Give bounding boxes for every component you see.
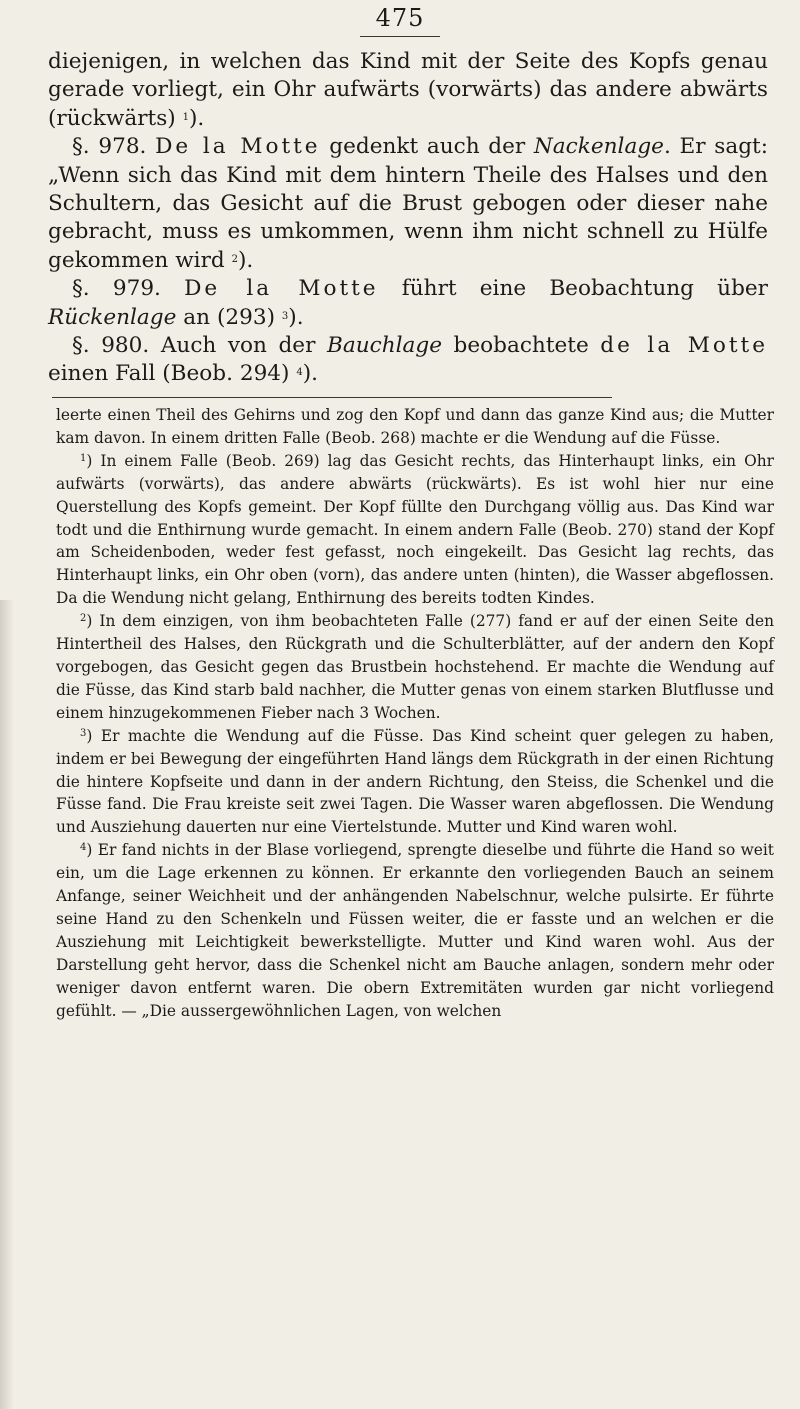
footnote-ref: 3 [281, 310, 289, 322]
footnote-ref: 4 [296, 367, 303, 379]
page-number-underline [360, 36, 440, 37]
author-name: De la Motte [184, 276, 379, 302]
author-name: De la Motte [155, 134, 321, 160]
section-980: §. 980. Auch von der Bauchlage beobachtete de la Motte einen Fall (Beob. 294) $^4$). [48, 333, 768, 387]
footnote-text: Er fand nichts in der Blase vorliegend, sprengte dieselbe und führte die Hand so weit ein, um die Lage erkennen zu können. Er erkannte den vorliegenden Bauch an seinem Anfange, seiner Weichheit und der anhängenden Nabelschnur, welche pulsirte. Er führte seine Hand zu den Schenkeln und Füssen weiter, die er fasste und an welchen er die Ausziehung mit Leichtigkeit bewerkstelligte. Mutter und Kind waren wohl. Aus der Darstellung geht hervor, dass die Schenkel nicht am Bauche anlagen, sondern mehr oder weniger davon entfernt waren. Die obern Extremitäten wurden gar nicht vorliegend gefühlt. — „Die aussergewöhnlichen Lagen, von welchen [56, 841, 774, 1020]
term-italic: Rückenlage [48, 304, 177, 330]
paragraph-text: einen Fall (Beob. 294) [48, 361, 290, 387]
paragraph-continuation: diejenigen, in welchen das Kind mit der Seite des Kopfs genau gerade vorliegt, ein Ohr aufwärts (vorwärts) das andere abwärts (rückwärts) $^1$). [48, 49, 768, 131]
footnote-4: $^4$) Er fand nichts in der Blase vorliegend, sprengte dieselbe und führte die Hand so weit ein, um die Lage erkennen zu können. Er erkannte den vorliegenden Bauch an seinem Anfange, seiner Weichheit und der anhängenden Nabelschnur, welche pulsirte. Er führte seine Hand zu den Schenkeln und Füssen weiter, die er fasste und an welchen er die Ausziehung mit Leichtigkeit bewerkstelligte. Mutter und Kind waren wohl. Aus der Darstellung geht hervor, dass die Schenkel nicht am Bauche anlagen, sondern mehr oder weniger davon entfernt waren. Die obern Extremitäten wurden gar nicht vorliegend gefühlt. — „Die aussergewöhnlichen Lagen, von welchen [56, 841, 774, 1020]
punctuation: . [246, 247, 254, 273]
main-text [48, 48, 768, 389]
section-978: §. 978. De la Motte gedenkt auch der Nackenlage. Er sagt: „Wenn sich das Kind mit dem hintern Theile des Halses und den Schultern, das Gesicht auf die Brust gebogen oder dieser nahe gebracht, muss es umkommen, wenn ihm nicht schnell zu Hülfe gekommen wird $^2$). [48, 134, 768, 273]
section-number: §. 979. [72, 276, 161, 302]
section-979: §. 979. De la Motte führt eine Beobachtung über Rückenlage an (293) $^3$). [48, 276, 768, 330]
section-number: §. 980. [72, 333, 150, 359]
punctuation: . [311, 361, 319, 387]
footnote-1: $^1$) In einem Falle (Beob. 269) lag das Gesicht rechts, das Hinterhaupt links, ein Ohr aufwärts (vorwärts), das andere abwärts (rückwärts). Es ist wohl hier nur eine Querstellung des Kopfs gemeint. Der Kopf füllte den Durchgang völlig aus. Das Kind war todt und die Enthirnung wurde gemacht. In einem andern Falle (Beob. 270) stand der Kopf am Scheidenboden, weder fest gefasst, noch eingekeilt. Das Gesicht lag rechts, das Hinterhaupt links, ein Ohr oben (vorn), das andere unten (hinten), die Wasser abgeflossen. Da die Wendung nicht gelang, Enthirnung des bereits todten Kindes. [56, 451, 774, 608]
paragraph-text: gedenkt auch der [329, 134, 526, 160]
page-binding-shadow [0, 600, 14, 1409]
footnote-separator [52, 397, 612, 398]
footnote-ref: 1 [182, 111, 189, 123]
author-name: de la Motte [600, 333, 768, 359]
term-italic: Nackenlage [533, 134, 664, 160]
footnote-mark: 3 [80, 727, 87, 739]
footnote-mark: 1 [80, 452, 87, 464]
paragraph-text: diejenigen, in welchen das Kind mit der Seite des Kopfs genau gerade vorliegt, ein Ohr aufwärts (vorwärts) das andere abwärts (rückwärts) [48, 49, 768, 131]
footnotes [56, 404, 774, 1022]
footnote-text: Er machte die Wendung auf die Füsse. Das Kind scheint quer gelegen zu haben, indem er bei Bewegung der eingeführten Hand längs dem Rückgrath in der einen Richtung die hintere Kopfseite und dann in der andern Richtung, den Steiss, die Schenkel und die Füsse fand. Die Frau kreiste seit zwei Tagen. Die Wasser waren abgeflossen. Die Wendung und Ausziehung dauerten nur eine Viertelstunde. Mutter und Kind waren wohl. [56, 726, 774, 837]
term-italic: Bauchlage [326, 333, 442, 359]
paragraph-text: führt eine Beobachtung über [401, 276, 768, 302]
page-number: 475 [375, 4, 425, 32]
footnote-mark: 2 [80, 613, 87, 625]
paragraph-text: . Er sagt: „Wenn sich das Kind mit dem hintern Theile des Halses und den Schultern, das Gesicht auf die Brust gebogen oder dieser nahe gebracht, muss es umkommen, wenn ihm nicht schnell zu Hülfe gekommen wird [48, 134, 768, 273]
punctuation: . [296, 304, 304, 330]
footnote-ref: 2 [231, 253, 238, 265]
footnote-3: $^3$) Er machte die Wendung auf die Füsse. Das Kind scheint quer gelegen zu haben, indem er bei Bewegung der eingeführten Hand längs dem Rückgrath in der einen Richtung die hintere Kopfseite und dann in der andern Richtung, den Steiss, die Schenkel und die Füsse fand. Die Frau kreiste seit zwei Tagen. Die Wasser waren abgeflossen. Die Wendung und Ausziehung dauerten nur eine Viertelstunde. Mutter und Kind waren wohl. [56, 726, 774, 837]
punctuation: . [197, 105, 205, 131]
footnote-2: $^2$) In dem einzigen, von ihm beobachteten Falle (277) fand er auf der einen Seite den Hintertheil des Halses, den Rückgrath und die Schulterblätter, auf der andern den Kopf vorgebogen, das Gesicht gegen das Brustbein hochstehend. Er machte die Wendung auf die Füsse, das Kind starb bald nachher, die Mutter genas von einem starken Blutflusse und einem hinzugekommenen Fieber nach 3 Wochen. [56, 612, 774, 722]
paragraph-text: an (293) [183, 304, 276, 330]
paragraph-text: Auch von der [160, 333, 316, 359]
footnote-text: In einem Falle (Beob. 269) lag das Gesicht rechts, das Hinterhaupt links, ein Ohr aufwärts (vorwärts), das andere abwärts (rückwärts). Es ist wohl hier nur eine Querstellung des Kopfs gemeint. Der Kopf füllte den Durchgang völlig aus. Das Kind war todt und die Enthirnung wurde gemacht. In einem andern Falle (Beob. 270) stand der Kopf am Scheidenboden, weder fest gefasst, noch eingekeilt. Das Gesicht lag rechts, das Hinterhaupt links, ein Ohr oben (vorn), das andere unten (hinten), die Wasser abgeflossen. Da die Wendung nicht gelang, Enthirnung des bereits todten Kindes. [56, 451, 774, 608]
footnote-carryover: leerte einen Theil des Gehirns und zog den Kopf und dann das ganze Kind aus; die Mutter kam davon. In einem dritten Falle (Beob. 268) machte er die Wendung auf die Füsse. [56, 406, 774, 447]
footnote-text: In dem einzigen, von ihm beobachteten Falle (277) fand er auf der einen Seite den Hintertheil des Halses, den Rückgrath und die Schulterblätter, auf der andern den Kopf vorgebogen, das Gesicht gegen das Brustbein hochstehend. Er machte die Wendung auf die Füsse, das Kind starb bald nachher, die Mutter genas von einem starken Blutflusse und einem hinzugekommenen Fieber nach 3 Wochen. [56, 612, 774, 722]
section-number: §. 978. [72, 134, 147, 160]
paragraph-text: beobachtete [453, 333, 589, 359]
footnote-mark: 4 [80, 842, 87, 854]
